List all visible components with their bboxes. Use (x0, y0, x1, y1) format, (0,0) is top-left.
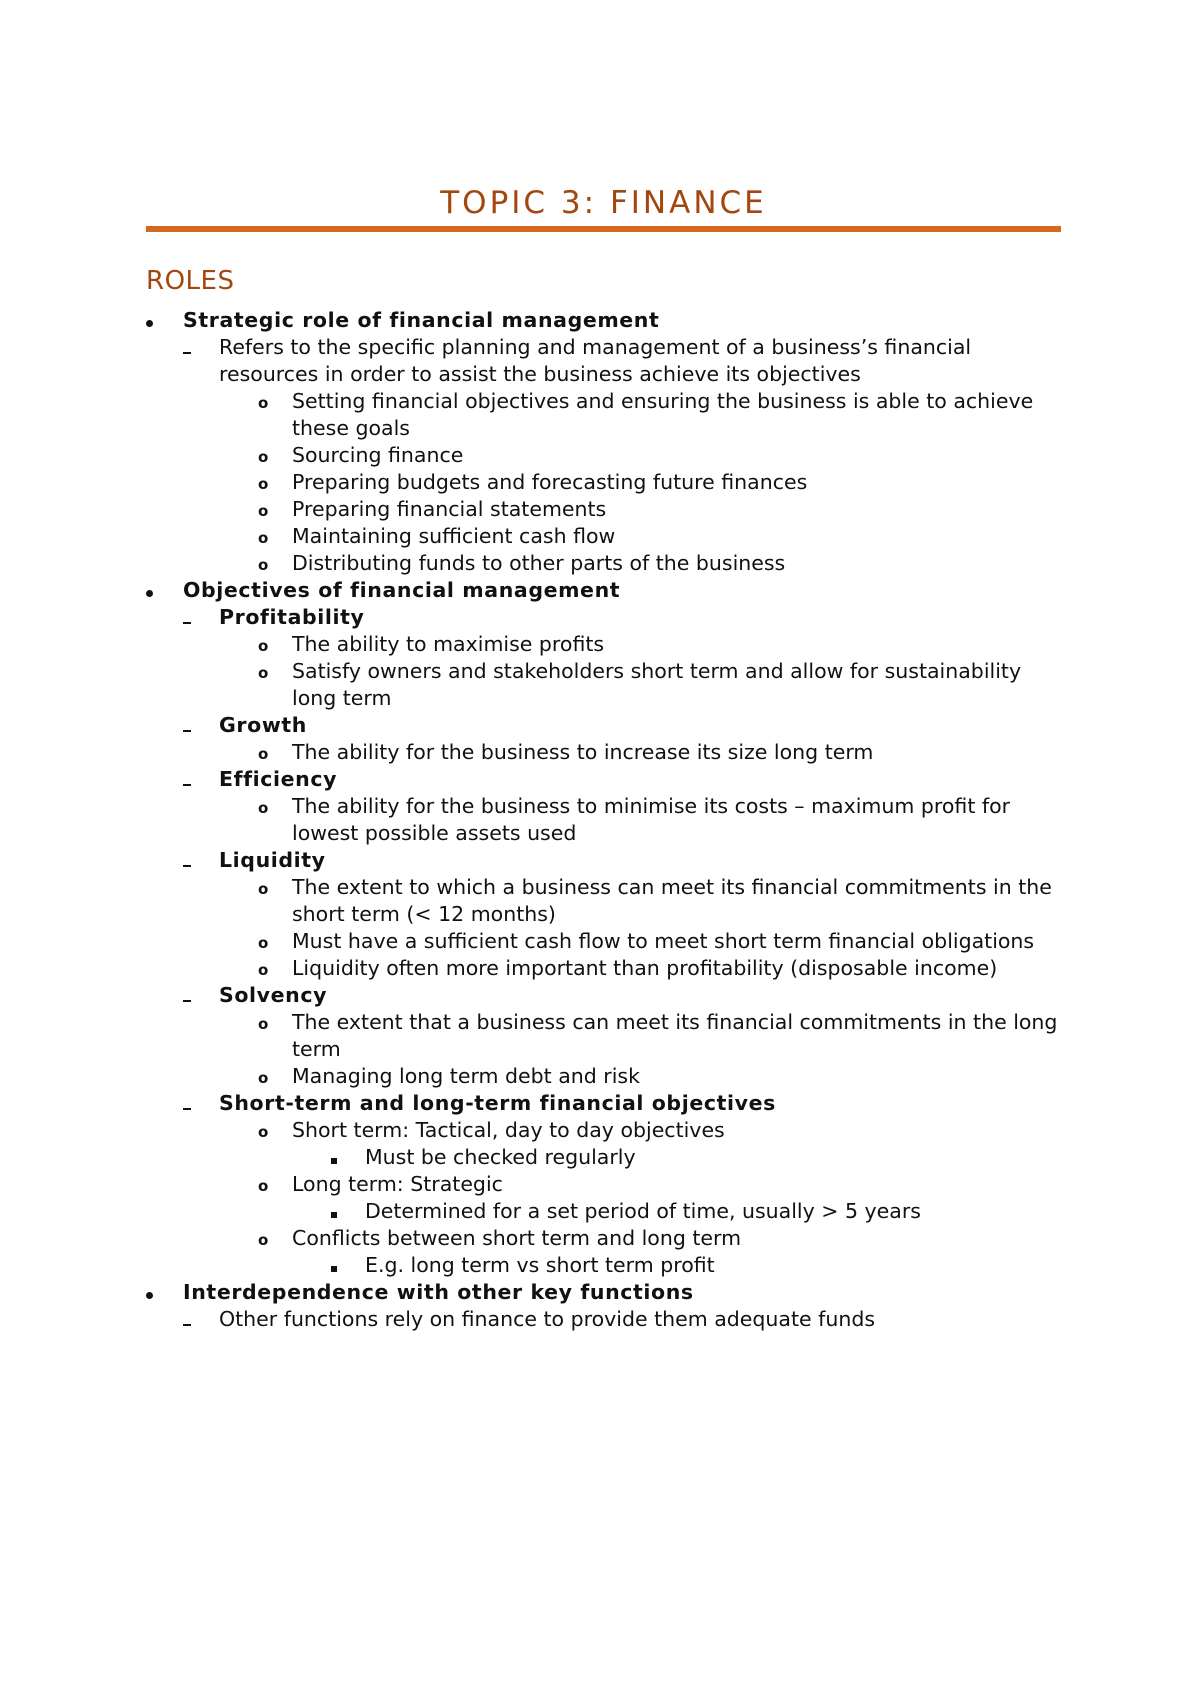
outline-item-level-3 (146, 496, 1061, 523)
outline-text: The ability to maximise profits (292, 632, 605, 656)
bullet-dash-icon (183, 604, 191, 631)
outline-text: Conflicts between short term and long term (292, 1226, 742, 1250)
page-title: TOPIC 3: FINANCE (440, 185, 767, 221)
bullet-dash-icon (183, 1306, 191, 1333)
bullet-circle-icon: o (258, 745, 269, 763)
outline-item-level-4 (146, 1252, 1061, 1279)
outline-text: Distributing funds to other parts of the business (292, 551, 786, 575)
outline-text: Satisfy owners and stakeholders short term and allow for sustainability long term (292, 659, 1022, 710)
bullet-dash-icon (183, 712, 191, 739)
outline-heading-text: Strategic role of financial management (183, 308, 660, 332)
outline-text: Preparing financial statements (292, 497, 607, 521)
bullet-square-icon (329, 1144, 337, 1171)
outline-item-level-2 (146, 604, 1061, 631)
outline-heading-text: Efficiency (219, 767, 338, 791)
outline-text: Short term: Tactical, day to day objectives (292, 1118, 725, 1142)
outline-heading-text: Interdependence with other key functions (183, 1280, 694, 1304)
outline-text: Must have a sufficient cash flow to meet short term financial obligations (292, 929, 1035, 953)
bullet-square-icon (329, 1198, 337, 1225)
title-underline (146, 226, 1061, 232)
outline-text: The ability for the business to increase its size long term (292, 740, 874, 764)
outline-text: The extent to which a business can meet its financial commitments in the short term (< 12 months) (292, 875, 1052, 926)
outline-item-level-3 (146, 658, 1061, 712)
outline-text: Long term: Strategic (292, 1172, 503, 1196)
bullet-circle-icon: o (258, 1177, 269, 1195)
bullet-circle-icon: o (258, 1123, 269, 1141)
bullet-dot-icon (146, 307, 153, 334)
bullet-circle-icon: o (258, 880, 269, 898)
bullet-dash-icon (183, 334, 191, 361)
outline-text: E.g. long term vs short term profit (365, 1253, 715, 1277)
bullet-circle-icon: o (258, 475, 269, 493)
bullet-circle-icon: o (258, 1069, 269, 1087)
outline-item-level-2 (146, 847, 1061, 874)
bullet-circle-icon: o (258, 961, 269, 979)
bullet-circle-icon: o (258, 934, 269, 952)
outline-item-level-2 (146, 982, 1061, 1009)
outline-text: Determined for a set period of time, usually > 5 years (365, 1199, 921, 1223)
bullet-circle-icon: o (258, 394, 269, 412)
bullet-dot-icon (146, 1279, 153, 1306)
outline-text: Liquidity often more important than profitability (disposable income) (292, 956, 998, 980)
outline-text: Must be checked regularly (365, 1145, 636, 1169)
outline-heading-text: Solvency (219, 983, 328, 1007)
outline-item-level-3 (146, 631, 1061, 658)
outline-text: Refers to the specific planning and management of a business’s financial resources in order to assist the business achieve its objectives (219, 335, 972, 386)
bullet-dash-icon (183, 847, 191, 874)
outline-item-level-3 (146, 442, 1061, 469)
outline-text: Setting financial objectives and ensuring the business is able to achieve these goals (292, 389, 1034, 440)
bullet-circle-icon: o (258, 502, 269, 520)
outline-heading-text: Growth (219, 713, 307, 737)
bullet-circle-icon: o (258, 664, 269, 682)
outline-item-level-1 (146, 577, 1061, 604)
bullet-circle-icon: o (258, 1231, 269, 1249)
outline-item-level-2 (146, 1306, 1061, 1333)
outline-item-level-3 (146, 550, 1061, 577)
outline-heading-text: Short-term and long-term financial objectives (219, 1091, 776, 1115)
outline-item-level-3 (146, 1009, 1061, 1063)
outline-item-level-3 (146, 388, 1061, 442)
outline-text: Managing long term debt and risk (292, 1064, 640, 1088)
outline-item-level-3 (146, 469, 1061, 496)
outline-item-level-3 (146, 874, 1061, 928)
bullet-circle-icon: o (258, 529, 269, 547)
outline-item-level-2 (146, 766, 1061, 793)
outline-text: The ability for the business to minimise its costs – maximum profit for lowest possible assets used (292, 794, 1011, 845)
outline-heading-text: Objectives of financial management (183, 578, 621, 602)
outline-item-level-4 (146, 1198, 1061, 1225)
outline-item-level-3 (146, 793, 1061, 847)
bullet-circle-icon: o (258, 799, 269, 817)
bullet-square-icon (329, 1252, 337, 1279)
outline-text: Other functions rely on finance to provide them adequate funds (219, 1307, 876, 1331)
outline-text: Sourcing finance (292, 443, 464, 467)
bullet-circle-icon: o (258, 556, 269, 574)
outline-item-level-3 (146, 955, 1061, 982)
outline-item-level-2 (146, 1090, 1061, 1117)
outline-item-level-3 (146, 1117, 1061, 1144)
outline-item-level-3 (146, 1063, 1061, 1090)
outline-item-level-1 (146, 307, 1061, 334)
outline-item-level-1 (146, 1279, 1061, 1306)
outline-item-level-3 (146, 1225, 1061, 1252)
bullet-dash-icon (183, 982, 191, 1009)
outline-item-level-3 (146, 523, 1061, 550)
outline-item-level-3 (146, 1171, 1061, 1198)
outline-heading-text: Liquidity (219, 848, 326, 872)
bullet-circle-icon: o (258, 448, 269, 466)
section-heading-roles: ROLES (146, 266, 235, 296)
outline-item-level-2 (146, 334, 1061, 388)
outline-item-level-4 (146, 1144, 1061, 1171)
outline-item-level-3 (146, 739, 1061, 766)
bullet-circle-icon: o (258, 637, 269, 655)
bullet-circle-icon: o (258, 1015, 269, 1033)
bullet-dot-icon (146, 577, 153, 604)
outline-item-level-2 (146, 712, 1061, 739)
outline-text: The extent that a business can meet its financial commitments in the long term (292, 1010, 1058, 1061)
outline-item-level-3 (146, 928, 1061, 955)
outline-text: Maintaining sufficient cash flow (292, 524, 616, 548)
outline-heading-text: Profitability (219, 605, 365, 629)
outline-text: Preparing budgets and forecasting future finances (292, 470, 808, 494)
outline-list (146, 307, 1061, 1333)
bullet-dash-icon (183, 766, 191, 793)
bullet-dash-icon (183, 1090, 191, 1117)
